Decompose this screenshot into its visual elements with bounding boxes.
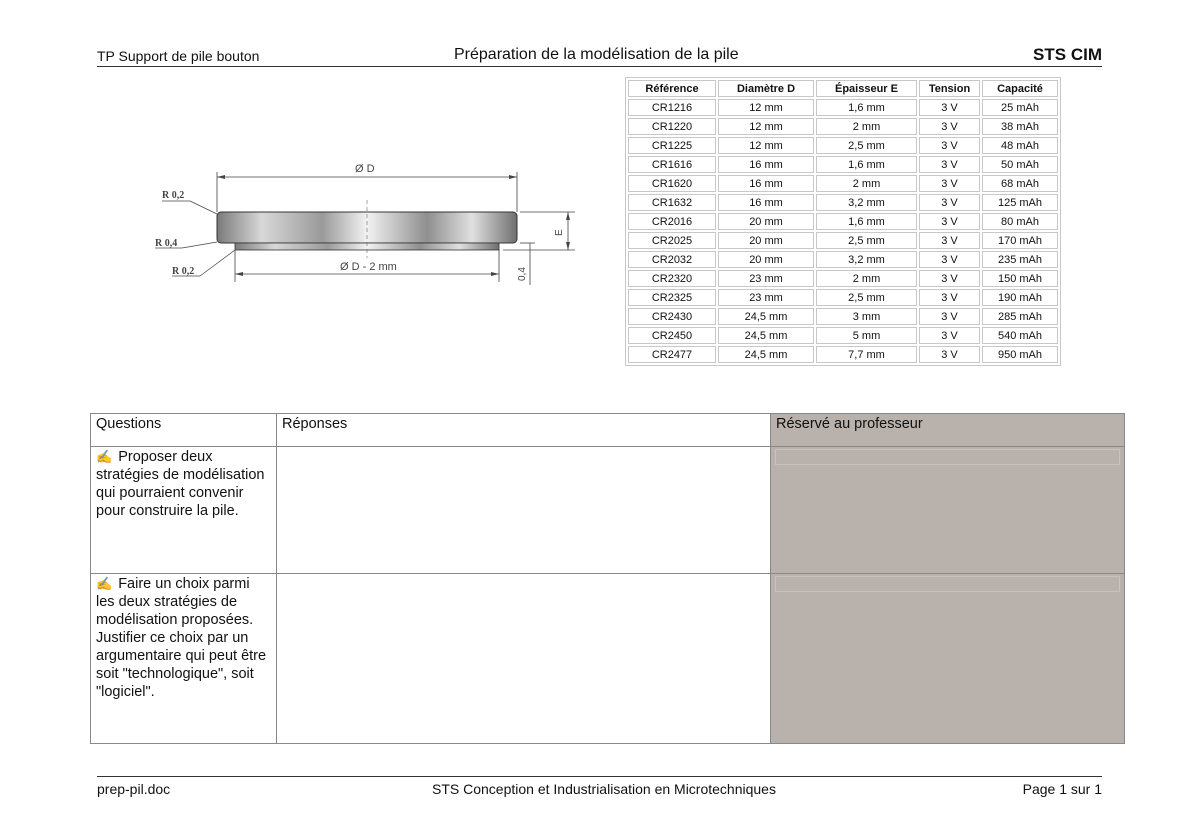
spec-cell-reference: CR1225: [628, 137, 716, 154]
spec-cell-reference: CR1620: [628, 175, 716, 192]
teacher-field: [775, 449, 1120, 465]
question-cell: [91, 447, 277, 574]
spec-cell-voltage: 3 V: [919, 118, 980, 135]
question-text: Proposer deux stratégies de modélisation qui pourraient convenir pour construire la pile.: [96, 449, 265, 519]
spec-row: [628, 270, 1058, 287]
dim-diameter: Ø D: [355, 163, 375, 175]
spec-row: [628, 251, 1058, 268]
spec-cell-thickness: 1,6 mm: [816, 213, 917, 230]
spec-cell-voltage: 3 V: [919, 99, 980, 116]
spec-table-body: [628, 99, 1058, 363]
spec-cell-thickness: 2,5 mm: [816, 232, 917, 249]
spec-cell-diameter: 23 mm: [718, 289, 814, 306]
spec-cell-thickness: 3 mm: [816, 308, 917, 325]
spec-cell-reference: CR1216: [628, 99, 716, 116]
spec-cell-capacity: 150 mAh: [982, 270, 1058, 287]
spec-cell-voltage: 3 V: [919, 194, 980, 211]
spec-row: [628, 346, 1058, 363]
spec-cell-capacity: 235 mAh: [982, 251, 1058, 268]
spec-cell-capacity: 50 mAh: [982, 156, 1058, 173]
spec-cell-thickness: 3,2 mm: [816, 251, 917, 268]
spec-cell-reference: CR2032: [628, 251, 716, 268]
spec-cell-diameter: 23 mm: [718, 270, 814, 287]
spec-cell-diameter: 16 mm: [718, 156, 814, 173]
spec-cell-capacity: 285 mAh: [982, 308, 1058, 325]
spec-cell-diameter: 16 mm: [718, 175, 814, 192]
spec-cell-reference: CR1632: [628, 194, 716, 211]
spec-cell-reference: CR2477: [628, 346, 716, 363]
battery-drawing-svg: [150, 150, 590, 290]
dim-e: E: [554, 229, 565, 236]
spec-cell-capacity: 38 mAh: [982, 118, 1058, 135]
spec-cell-voltage: 3 V: [919, 156, 980, 173]
spec-cell-thickness: 7,7 mm: [816, 346, 917, 363]
spec-cell-thickness: 2 mm: [816, 175, 917, 192]
spec-cell-diameter: 24,5 mm: [718, 346, 814, 363]
spec-row: [628, 118, 1058, 135]
questions-header: Questions: [91, 414, 277, 447]
pen-icon: ✍: [96, 576, 113, 591]
spec-cell-diameter: 12 mm: [718, 137, 814, 154]
dim-inner-diameter: Ø D - 2 mm: [340, 261, 397, 273]
footer-page-number: Page 1 sur 1: [1022, 781, 1102, 797]
col-thickness: Épaisseur E: [816, 80, 917, 97]
radius-top: R 0,2: [162, 190, 185, 201]
answers-header: Réponses: [277, 414, 771, 447]
spec-row: [628, 289, 1058, 306]
spec-cell-diameter: 12 mm: [718, 99, 814, 116]
spec-row: [628, 137, 1058, 154]
spec-cell-capacity: 125 mAh: [982, 194, 1058, 211]
col-reference: Référence: [628, 80, 716, 97]
header-section: STS CIM: [1033, 45, 1102, 64]
spec-cell-thickness: 1,6 mm: [816, 99, 917, 116]
answer-cell[interactable]: [277, 447, 771, 574]
footer-filename: prep-pil.doc: [97, 781, 171, 797]
spec-row: [628, 194, 1058, 211]
spec-cell-reference: CR2016: [628, 213, 716, 230]
question-text: Faire un choix parmi les deux stratégies de modélisation proposées. Justifier ce choix par un argumentaire qui peut être soit "technologique", soit "logiciel".: [96, 576, 267, 700]
spec-cell-reference: CR2025: [628, 232, 716, 249]
spec-row: [628, 156, 1058, 173]
spec-cell-capacity: 190 mAh: [982, 289, 1058, 306]
spec-cell-thickness: 2 mm: [816, 270, 917, 287]
spec-cell-voltage: 3 V: [919, 213, 980, 230]
spec-cell-capacity: 170 mAh: [982, 232, 1058, 249]
spec-cell-voltage: 3 V: [919, 346, 980, 363]
page-header: [97, 44, 1102, 67]
spec-cell-diameter: 12 mm: [718, 118, 814, 135]
teacher-header-label: Réservé au professeur: [776, 416, 923, 432]
spec-cell-diameter: 16 mm: [718, 194, 814, 211]
spec-cell-diameter: 20 mm: [718, 213, 814, 230]
questions-table: [90, 413, 1125, 744]
spec-cell-voltage: 3 V: [919, 327, 980, 344]
spec-cell-thickness: 5 mm: [816, 327, 917, 344]
spec-cell-voltage: 3 V: [919, 137, 980, 154]
battery-spec-table: [625, 77, 1061, 366]
battery-drawing: [150, 150, 590, 290]
spec-cell-thickness: 2 mm: [816, 118, 917, 135]
spec-cell-capacity: 48 mAh: [982, 137, 1058, 154]
spec-cell-voltage: 3 V: [919, 175, 980, 192]
spec-cell-diameter: 24,5 mm: [718, 308, 814, 325]
spec-cell-reference: CR1220: [628, 118, 716, 135]
spec-row: [628, 99, 1058, 116]
spec-cell-diameter: 20 mm: [718, 232, 814, 249]
page-title: Préparation de la modélisation de la pile: [454, 46, 739, 63]
question-row: [91, 447, 1125, 574]
footer-program: STS Conception et Industrialisation en Microtechniques: [432, 781, 776, 797]
col-capacity: Capacité: [982, 80, 1058, 97]
spec-cell-voltage: 3 V: [919, 251, 980, 268]
spec-cell-reference: CR2325: [628, 289, 716, 306]
dim-04: 0,4: [517, 267, 528, 281]
spec-row: [628, 327, 1058, 344]
pen-icon: ✍: [96, 449, 113, 464]
spec-cell-capacity: 950 mAh: [982, 346, 1058, 363]
teacher-header: [771, 414, 1125, 447]
spec-row: [628, 232, 1058, 249]
spec-cell-thickness: 3,2 mm: [816, 194, 917, 211]
spec-cell-reference: CR2430: [628, 308, 716, 325]
teacher-field: [775, 576, 1120, 592]
spec-cell-voltage: 3 V: [919, 289, 980, 306]
spec-header-row: [628, 80, 1058, 97]
question-row: [91, 574, 1125, 744]
spec-cell-reference: CR2450: [628, 327, 716, 344]
spec-cell-reference: CR1616: [628, 156, 716, 173]
spec-cell-diameter: 24,5 mm: [718, 327, 814, 344]
spec-cell-voltage: 3 V: [919, 232, 980, 249]
spec-cell-thickness: 1,6 mm: [816, 156, 917, 173]
radius-middle: R 0,4: [155, 238, 178, 249]
spec-cell-diameter: 20 mm: [718, 251, 814, 268]
teacher-cell: [771, 574, 1125, 744]
teacher-cell: [771, 447, 1125, 574]
radius-bottom: R 0,2: [172, 266, 195, 277]
spec-cell-reference: CR2320: [628, 270, 716, 287]
answer-cell[interactable]: [277, 574, 771, 744]
spec-row: [628, 175, 1058, 192]
spec-cell-voltage: 3 V: [919, 308, 980, 325]
question-cell: [91, 574, 277, 744]
spec-cell-thickness: 2,5 mm: [816, 289, 917, 306]
spec-cell-voltage: 3 V: [919, 270, 980, 287]
col-voltage: Tension: [919, 80, 980, 97]
spec-cell-capacity: 25 mAh: [982, 99, 1058, 116]
spec-cell-capacity: 80 mAh: [982, 213, 1058, 230]
spec-cell-thickness: 2,5 mm: [816, 137, 917, 154]
questions-header-row: [91, 414, 1125, 447]
page-footer: [97, 776, 1102, 801]
header-course: TP Support de pile bouton: [97, 48, 260, 64]
spec-row: [628, 308, 1058, 325]
col-diameter: Diamètre D: [718, 80, 814, 97]
spec-row: [628, 213, 1058, 230]
spec-cell-capacity: 68 mAh: [982, 175, 1058, 192]
spec-cell-capacity: 540 mAh: [982, 327, 1058, 344]
